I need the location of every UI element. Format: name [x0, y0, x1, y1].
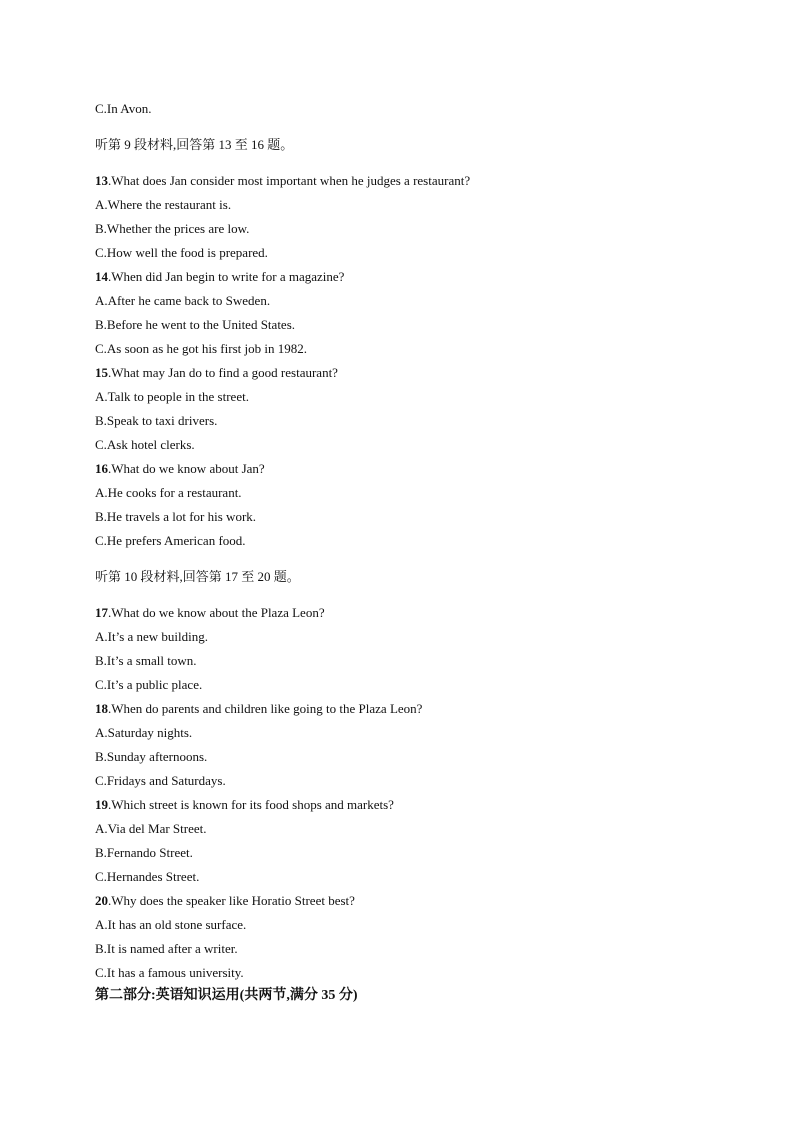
- question-text: .What do we know about the Plaza Leon?: [108, 605, 325, 620]
- option-b: B.It is named after a writer.: [95, 941, 238, 956]
- question-number: 16: [95, 461, 108, 476]
- option-b: B.He travels a lot for his work.: [95, 509, 257, 524]
- section-instruction-9: 听第 9 段材料,回答第 13 至 16 题。: [95, 137, 294, 152]
- option-b: B.Speak to taxi drivers.: [95, 413, 218, 428]
- option-b: B.Before he went to the United States.: [95, 317, 296, 332]
- option-b: B.Whether the prices are low.: [95, 221, 250, 236]
- option-a: A.It’s a new building.: [95, 629, 209, 644]
- option-c: C.It’s a public place.: [95, 677, 203, 692]
- option-c: C.Ask hotel clerks.: [95, 437, 195, 452]
- question-text: .Which street is known for its food shops and markets?: [108, 797, 394, 812]
- question-number: 18: [95, 701, 108, 716]
- option-c: C.How well the food is prepared.: [95, 245, 268, 260]
- question-number: 13: [95, 173, 108, 188]
- option-c-prev: C.In Avon.: [95, 101, 152, 116]
- question-text: .What may Jan do to find a good restaurant?: [108, 365, 338, 380]
- option-c: C.It has a famous university.: [95, 965, 244, 980]
- question-15: [95, 365, 338, 381]
- question-text: .Why does the speaker like Horatio Street best?: [108, 893, 355, 908]
- question-19: [95, 797, 394, 813]
- question-14: [95, 269, 344, 285]
- question-number: 14: [95, 269, 108, 284]
- option-b: B.Fernando Street.: [95, 845, 193, 860]
- option-a: A.Via del Mar Street.: [95, 821, 207, 836]
- option-b: B.Sunday afternoons.: [95, 749, 208, 764]
- option-a: A.After he came back to Sweden.: [95, 293, 271, 308]
- question-17: [95, 605, 325, 621]
- option-a: A.Where the restaurant is.: [95, 197, 232, 212]
- option-a: A.Talk to people in the street.: [95, 389, 249, 404]
- option-c: C.As soon as he got his first job in 1982.: [95, 341, 307, 356]
- question-text: .What do we know about Jan?: [108, 461, 265, 476]
- question-text: .What does Jan consider most important when he judges a restaurant?: [108, 173, 471, 188]
- question-16: [95, 461, 265, 477]
- option-a: A.He cooks for a restaurant.: [95, 485, 242, 500]
- question-number: 15: [95, 365, 108, 380]
- option-c: C.Fridays and Saturdays.: [95, 773, 226, 788]
- option-c: C.Hernandes Street.: [95, 869, 200, 884]
- question-18: [95, 701, 422, 717]
- option-a: A.Saturday nights.: [95, 725, 193, 740]
- question-number: 20: [95, 893, 108, 908]
- question-text: .When did Jan begin to write for a magazine?: [108, 269, 345, 284]
- question-number: 19: [95, 797, 108, 812]
- question-20: [95, 893, 355, 909]
- part-two-heading: 第二部分:英语知识运用(共两节,满分 35 分): [95, 988, 358, 1003]
- option-a: A.It has an old stone surface.: [95, 917, 247, 932]
- section-instruction-10: 听第 10 段材料,回答第 17 至 20 题。: [95, 569, 300, 584]
- option-b: B.It’s a small town.: [95, 653, 197, 668]
- question-number: 17: [95, 605, 108, 620]
- option-c: C.He prefers American food.: [95, 533, 246, 548]
- question-13: [95, 173, 470, 189]
- question-text: .When do parents and children like going to the Plaza Leon?: [108, 701, 423, 716]
